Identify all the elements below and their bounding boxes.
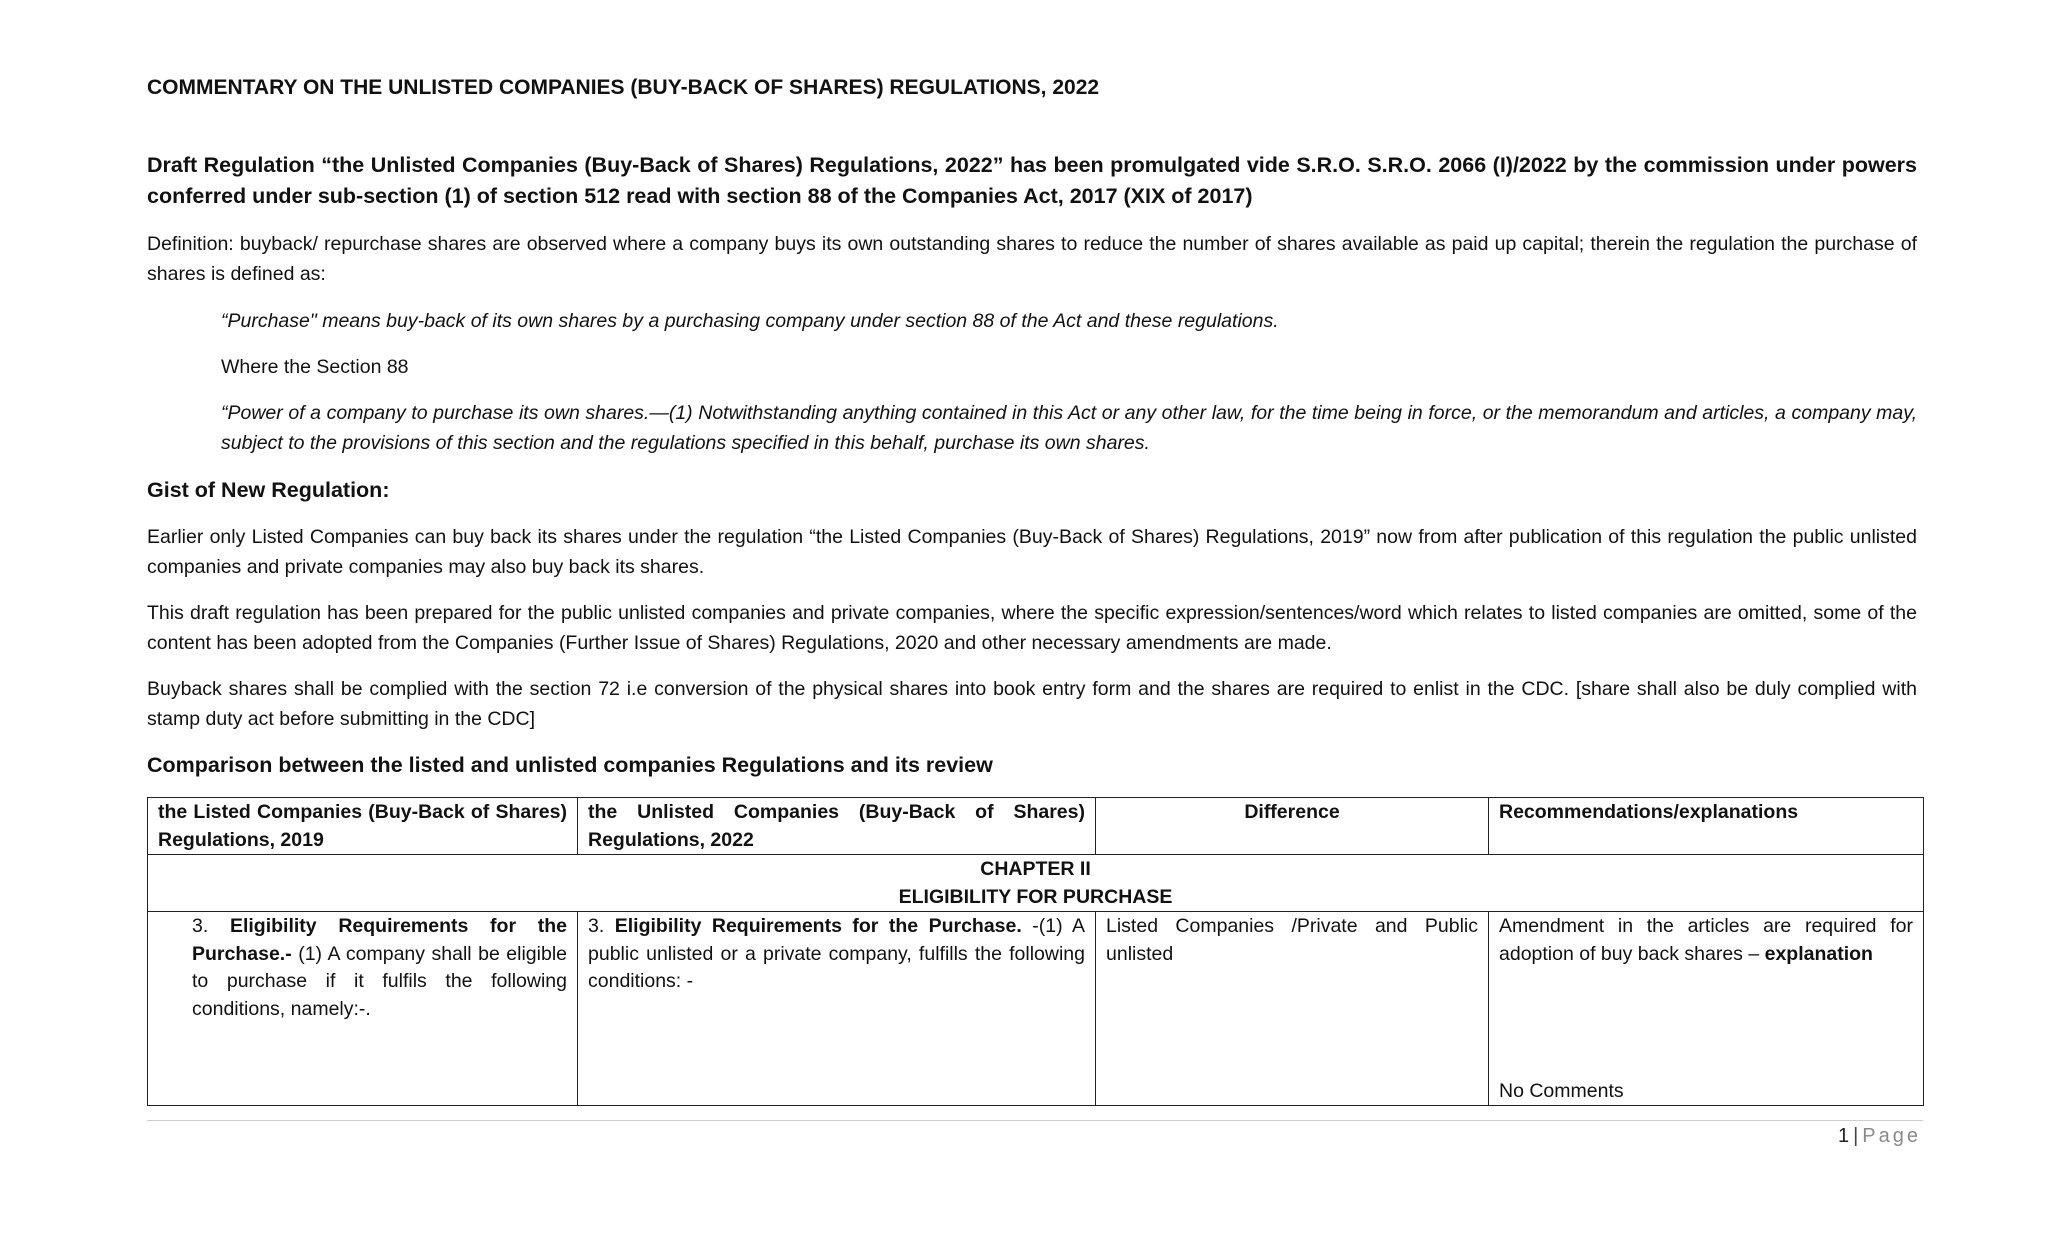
definition-paragraph: Definition: buyback/ repurchase shares are observed where a company buys its own outstanding shares to reduce the number of shares available as paid up capital; therein the regulation the purchase of shares is defined as: <box>147 233 1917 285</box>
recommendation-cell <box>1489 912 1924 1106</box>
chapter-number: CHAPTER II <box>980 858 1091 880</box>
footer-divider <box>147 1120 1923 1121</box>
page-number: 1 <box>1837 1125 1850 1147</box>
listed-regulation-cell <box>148 912 578 1106</box>
purchase-definition-quote: “Purchase" means buy-back of its own shares by a purchasing company under section 88 of the Act and these regulations. <box>221 310 1279 332</box>
header-recommendations: Recommendations/explanations <box>1489 798 1924 855</box>
clause-heading: Eligibility Requirements for the Purchase.- <box>192 915 567 965</box>
gist-paragraph-3: Buyback shares shall be complied with the section 72 i.e conversion of the physical shares into book entry form and the shares are required to enlist in the CDC. [share shall also be duly complied with stamp duty act before submitting in the CDC] <box>147 678 1917 730</box>
chapter-row <box>148 855 1924 912</box>
no-comments-note: No Comments <box>1499 1079 1624 1102</box>
section-88-label: Where the Section 88 <box>221 356 409 378</box>
clause-number: 3. <box>588 915 615 937</box>
comparison-table <box>147 797 1924 1106</box>
clause-number: 3. <box>192 915 230 937</box>
document-title: COMMENTARY ON THE UNLISTED COMPANIES (BUY-BACK OF SHARES) REGULATIONS, 2022 <box>147 76 1100 99</box>
table-row <box>148 912 1924 1106</box>
difference-cell: Listed Companies /Private and Public unlisted <box>1096 912 1489 1106</box>
page-label: Page <box>1862 1125 1921 1147</box>
header-listed-regulations: the Listed Companies (Buy-Back of Shares) Regulations, 2019 <box>148 798 578 855</box>
comparison-heading: Comparison between the listed and unlisted companies Regulations and its review <box>147 753 993 777</box>
gist-heading: Gist of New Regulation: <box>147 478 390 502</box>
header-unlisted-regulations: the Unlisted Companies (Buy-Back of Shares) Regulations, 2022 <box>578 798 1096 855</box>
chapter-cell <box>148 855 1924 912</box>
clause-text: -(1) A public unlisted or a private company, fulfills the following conditions: - <box>588 915 1085 992</box>
header-difference: Difference <box>1096 798 1489 855</box>
recommendation-emphasis: explanation <box>1764 942 1873 965</box>
clause-heading: Eligibility Requirements for the Purchase. <box>614 915 1022 937</box>
intro-paragraph: Draft Regulation “the Unlisted Companies (Buy-Back of Shares) Regulations, 2022” has been promulgated vide S.R.O. S.R.O. 2066 (I)/2022 by the commission under powers conferred under sub-section (1) of section 512 read with section 88 of the Companies Act, 2017 (XIX of 2017) <box>147 153 1917 208</box>
page-number-footer <box>1838 1121 1921 1151</box>
gist-paragraph-2: This draft regulation has been prepared for the public unlisted companies and private companies, where the specific expression/sentences/word which relates to listed companies are omitted, some of the content has been adopted from the Companies (Further Issue of Shares) Regulations, 2020 and other necessary amendments are made. <box>147 602 1917 654</box>
chapter-title: ELIGIBILITY FOR PURCHASE <box>898 885 1173 908</box>
clause-text: (1) A company shall be eligible to purchase if it fulfils the following conditions, namely:-. <box>192 942 567 1020</box>
recommendation-text: Amendment in the articles are required for adoption of buy back shares – <box>1499 915 1913 965</box>
table-header-row <box>148 798 1924 855</box>
page-separator: | <box>1853 1125 1859 1147</box>
section-88-quote: “Power of a company to purchase its own shares.—(1) Notwithstanding anything contained in this Act or any other law, for the time being in force, or the memorandum and articles, a company may, subject to the provisions of this section and the regulations specified in this behalf, purchase its own shares. <box>221 402 1917 454</box>
gist-paragraph-1: Earlier only Listed Companies can buy back its shares under the regulation “the Listed Companies (Buy-Back of Shares) Regulations, 2019” now from after publication of this regulation the public unlisted companies and private companies may also buy back its shares. <box>147 526 1917 578</box>
unlisted-regulation-cell <box>578 912 1096 1106</box>
